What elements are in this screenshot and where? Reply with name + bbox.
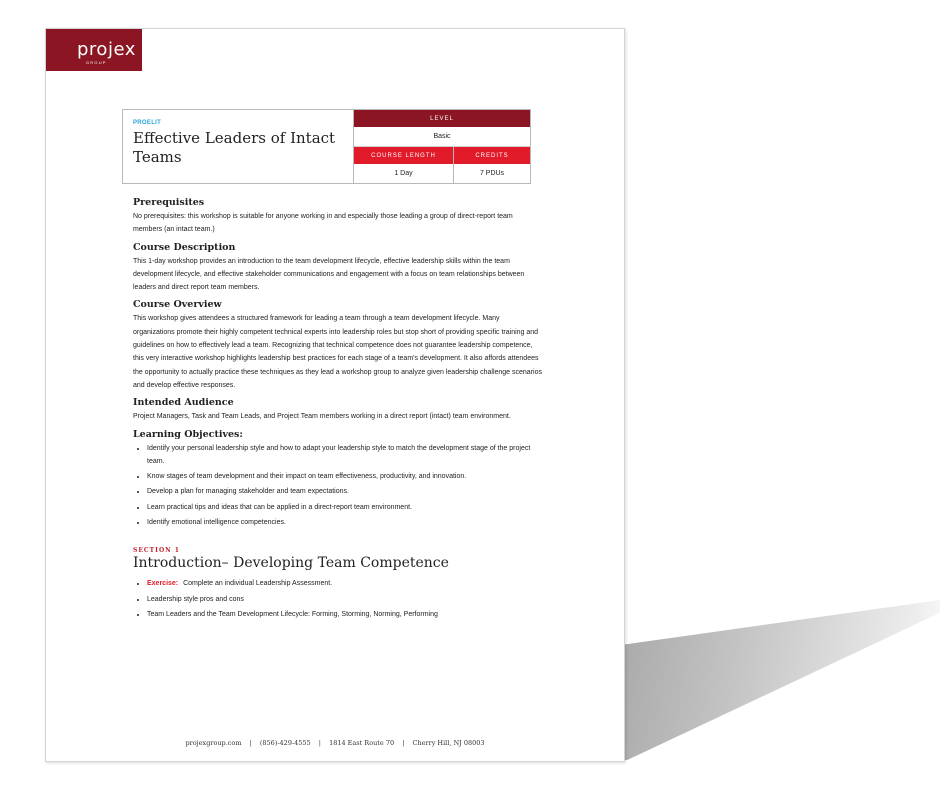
prerequisites-heading: Prerequisites	[133, 197, 205, 208]
intended-audience-heading: Intended Audience	[133, 397, 234, 409]
level-label: LEVEL	[354, 110, 530, 127]
list-item: • Identify your personal leadership style and how to adapt your leadership style to match the development stage of the project team.	[147, 442, 543, 469]
length-credits-row	[354, 147, 530, 183]
exercise-label: Exercise:	[147, 580, 179, 588]
course-title: Effective Leaders of Intact Teams	[133, 129, 336, 166]
projex-logo	[46, 29, 142, 71]
list-item: • Learn practical tips and ideas that can be applied in a direct-report team environment.	[147, 501, 543, 514]
course-header-box	[122, 109, 531, 184]
list-item: • Identify emotional intelligence competencies.	[147, 516, 543, 529]
section-title: Introduction– Developing Team Competence	[133, 555, 449, 572]
logo-wordmark: projex	[77, 39, 136, 60]
page-footer	[46, 739, 624, 747]
level-value: Basic	[354, 127, 530, 147]
course-length-label: COURSE LENGTH	[354, 147, 453, 164]
list-item: • Leadership style pros and cons	[147, 593, 543, 606]
course-description-text: This 1-day workshop provides an introduction to the team development lifecycle, effective leadership skills within the team development lifecycle, and effective stakeholder communications and engagement with a focus on team relationships between leaders and direct report team members.	[133, 257, 525, 292]
footer-separator: |	[249, 739, 252, 747]
course-title-cell	[123, 110, 353, 183]
logo-subtitle: GROUP	[86, 60, 107, 65]
exercise-item	[147, 577, 543, 590]
course-tag: PROELIT	[133, 120, 162, 126]
footer-separator: |	[402, 739, 405, 747]
credits-label: CREDITS	[454, 147, 530, 164]
footer-phone: (856)-429-4555	[259, 739, 311, 747]
footer-separator: |	[318, 739, 321, 747]
learning-objectives-heading: Learning Objectives:	[133, 428, 243, 440]
course-description-heading: Course Description	[133, 241, 236, 253]
section-list	[133, 577, 543, 621]
footer-website: projexgroup.com	[185, 739, 242, 747]
document-page	[45, 28, 625, 762]
footer-city: Cherry Hill, NJ 08003	[412, 739, 485, 747]
footer-address: 1814 East Route 70	[329, 739, 395, 747]
course-length-col	[354, 147, 453, 183]
learning-objectives-list	[133, 442, 543, 530]
course-length-value: 1 Day	[394, 170, 413, 177]
course-overview-text: This workshop gives attendees a structured framework for leading a team through a team development lifecycle. Many organizations promote their highly competent technical experts into leadership roles but stop short of providing specific training and guidelines on how to effectively lead a team. Recognizing that technical competence does not guarantee leadership competence, this very interactive workshop highlights leadership best practices for each stage of a team's development. It also affords attendees the opportunity to actually practice these techniques as they lead a workshop group to analyze given leadership challenge scenarios and develop effective responses.	[133, 315, 542, 389]
list-item: • Develop a plan for managing stakeholder and team expectations.	[147, 485, 543, 498]
course-overview-heading: Course Overview	[133, 299, 222, 311]
intended-audience-text: Project Managers, Task and Team Leads, and Project Team members working in a direct report (intact) team environment.	[133, 413, 511, 421]
credits-col	[453, 147, 530, 183]
document-body	[133, 197, 543, 625]
course-info-cell	[353, 110, 530, 183]
list-item: • Know stages of team development and their impact on team effectiveness, productivity, and innovation.	[147, 470, 543, 483]
prerequisites-text: No prerequisites: this workshop is suitable for anyone working in and especially those leading a group of direct-report team members (an intact team.)	[133, 213, 513, 234]
page-shadow	[600, 600, 940, 760]
exercise-text: Complete an individual Leadership Assessment.	[183, 580, 333, 588]
list-item: • Team Leaders and the Team Development Lifecycle: Forming, Storming, Norming, Performing	[147, 608, 543, 621]
section-label: SECTION 1	[133, 547, 180, 555]
credits-value: 7 PDUs	[479, 170, 505, 177]
